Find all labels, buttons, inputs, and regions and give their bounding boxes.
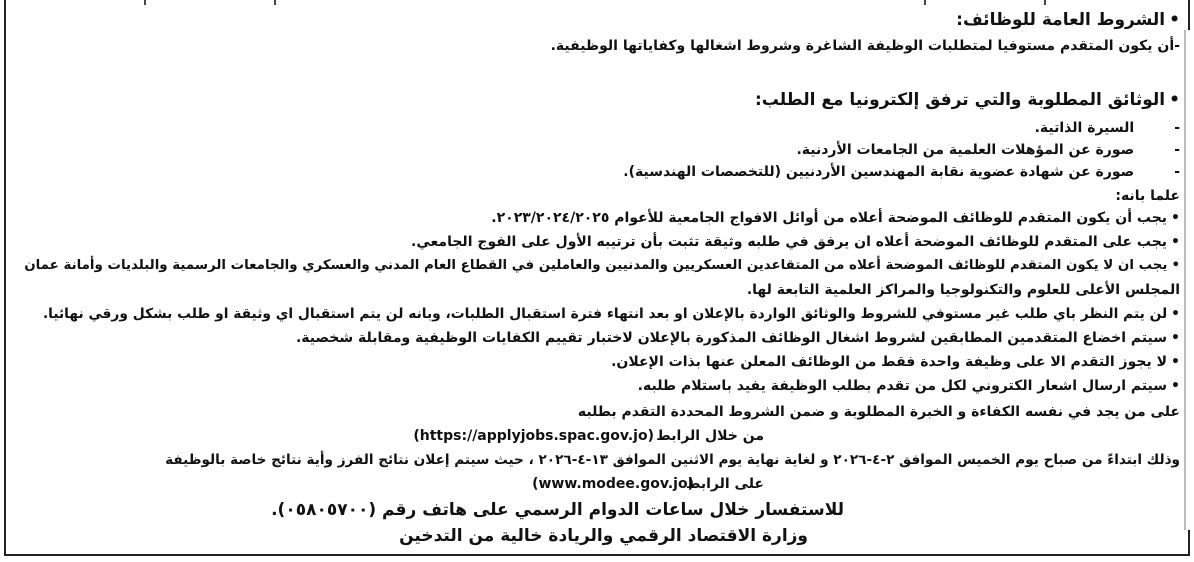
apply-link[interactable]: (https://applyjobs.spac.gov.jo) bbox=[413, 428, 654, 444]
apply-instruction: على من يجد في نفسه الكفاءة و الخبرة المطلوبة و ضمن الشروط المحددة التقدم بطلبه bbox=[577, 404, 1180, 420]
results-link[interactable]: (www.modee.gov.jo) bbox=[532, 476, 694, 492]
document-border bbox=[4, 0, 1190, 556]
ministry-line: وزارة الاقتصاد الرقمي والريادة خالية من التدخين bbox=[399, 526, 808, 546]
results-link-label: على الرابط bbox=[685, 476, 764, 492]
note-item-continuation: المجلس الأعلى للعلوم والتكنولوجيا والمراكز العلمية التابعة لها. bbox=[746, 282, 1180, 298]
results-link-url-wrap bbox=[532, 474, 694, 494]
general-conditions-heading: • الشروط العامة للوظائف: bbox=[956, 10, 1180, 30]
note-item: • سيتم ارسال اشعار الكتروني لكل من تقدم بطلب الوظيفة يفيد باستلام طلبه. bbox=[638, 376, 1180, 396]
notes-intro: علما بانه: bbox=[1115, 188, 1180, 204]
apply-link-label: من خلال الرابط bbox=[656, 428, 764, 444]
general-condition-text: أن يكون المتقدم مستوفيا لمتطلبات الوظيفة الشاغرة وشروط اشغالها وكفاياتها الوظيفية. bbox=[550, 38, 1175, 54]
application-period: وذلك ابتداءً من صباح يوم الخميس الموافق ٢-٤-٢٠٢٦ و لغاية نهاية يوم الاثنين الموافق ١٣-٤-٢٠٢٦ ، حيث سيتم إعلان نتائج الفرز وأية نتائج خاصة بالوظيفة bbox=[165, 452, 1180, 468]
note-item: • يجب ان لا يكون المتقدم للوظائف الموضحة أعلاه من المتقاعدين العسكريين والمدنيين والعاملين في القطاع العام المدني والعسكري والجامعات الرسمية والبلديات وأمانة عمان bbox=[24, 256, 1180, 276]
note-item: • يجب أن يكون المتقدم للوظائف الموضحة أعلاه من أوائل الافواج الجامعية للأعوام ٢٠٢٣/٢٠٢٤/٢٠٢٥. bbox=[491, 208, 1180, 228]
note-item: • لا يجوز التقدم الا على وظيفة واحدة فقط من الوظائف المعلن عنها بذات الإعلان. bbox=[611, 352, 1180, 372]
note-item: • يجب على المتقدم للوظائف الموضحة أعلاه ان يرفق في طلبه وثيقة تثبت بأن ترتيبه الأول على الفوج الجامعي. bbox=[411, 232, 1180, 252]
results-link-line bbox=[686, 474, 764, 494]
general-condition-item: -أن يكون المتقدم مستوفيا لمتطلبات الوظيفة الشاغرة وشروط اشغالها وكفاياتها الوظيفية. bbox=[550, 38, 1180, 54]
document-item: -صورة عن المؤهلات العلمية من الجامعات الأردنية. bbox=[796, 142, 1180, 158]
document-item: -صورة عن شهادة عضوية نقابة المهندسين الأردنيين (للتخصصات الهندسية). bbox=[623, 164, 1180, 180]
page-edge bbox=[1184, 30, 1194, 530]
document-item-text: صورة عن شهادة عضوية نقابة المهندسين الأردنيين (للتخصصات الهندسية). bbox=[623, 164, 1135, 180]
top-divider-strip bbox=[4, 0, 1190, 5]
apply-link-line bbox=[656, 426, 764, 446]
document-item-text: السيرة الذاتية. bbox=[1034, 120, 1135, 136]
inquiry-line: للاستفسار خلال ساعات الدوام الرسمي على هاتف رقم (٠٥٨٠٥٧٠٠). bbox=[271, 500, 844, 520]
note-item: • لن يتم النظر باي طلب غير مستوفي للشروط والوثائق الواردة بالإعلان او بعد انتهاء فترة استقبال الطلبات، وبانه لن يتم استقبال اي وثيقة او طلب بشكل ورقي نهائيا. bbox=[43, 304, 1180, 324]
apply-link-url-wrap bbox=[413, 426, 654, 446]
note-item: • سيتم اخضاع المتقدمين المطابقين لشروط اشغال الوظائف المذكورة بالإعلان لاختبار تقييم الكفايات الوظيفية ومقابلة شخصية. bbox=[296, 328, 1180, 348]
document-item-text: صورة عن المؤهلات العلمية من الجامعات الأردنية. bbox=[796, 142, 1135, 158]
document-item: -السيرة الذاتية. bbox=[1034, 120, 1180, 136]
documents-heading: • الوثائق المطلوبة والتي ترفق إلكترونيا مع الطلب: bbox=[755, 90, 1180, 110]
